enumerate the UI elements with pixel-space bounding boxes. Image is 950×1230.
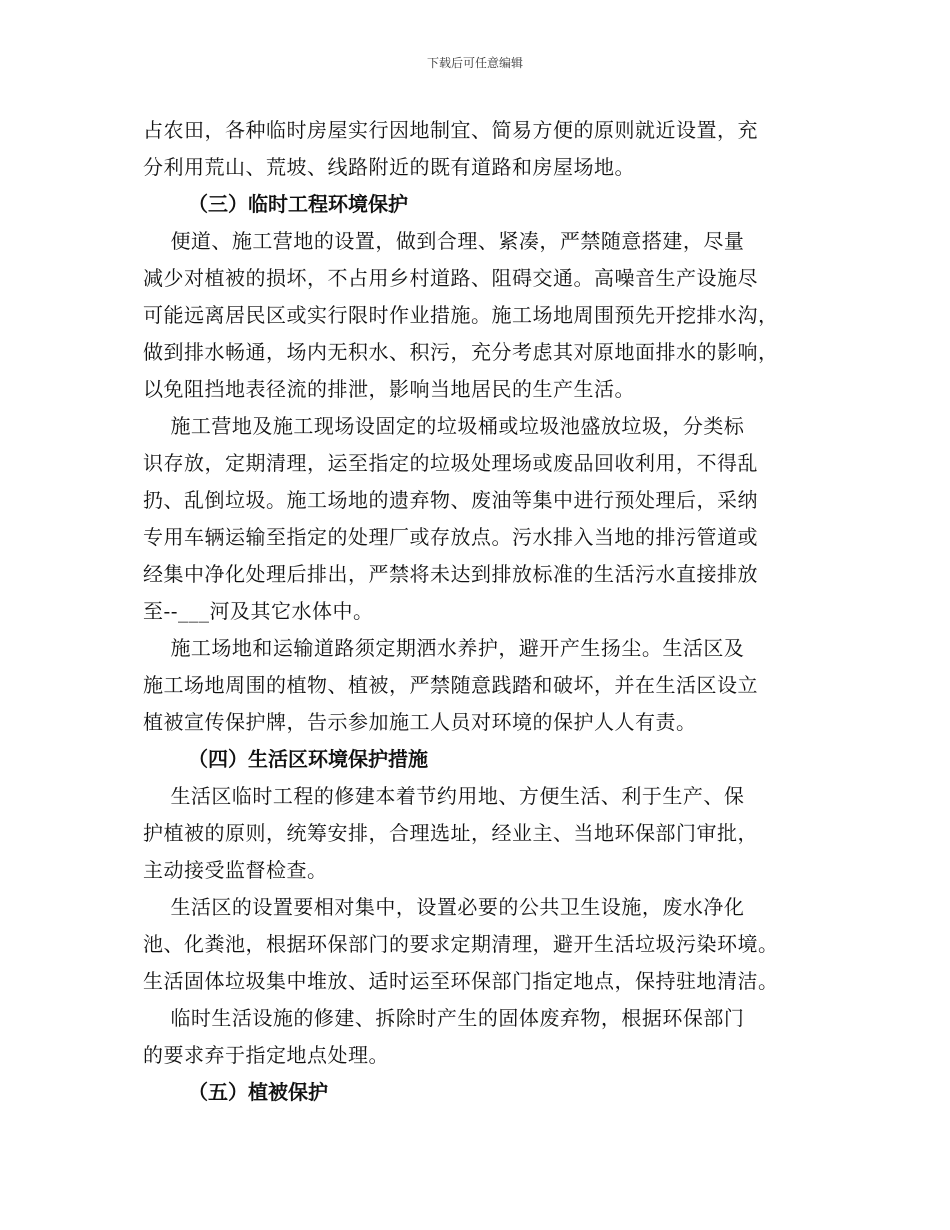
body-text-line: 减少对植被的损坏，不占用乡村道路、阻碍交通。高噪音生产设施尽 bbox=[143, 266, 758, 290]
body-text-line: 的要求弃于指定地点处理。 bbox=[143, 1043, 389, 1067]
body-text-line: 主动接受监督检查。 bbox=[143, 858, 328, 882]
body-text-line: 施工场地和运输道路须定期洒水养护，避开产生扬尘。生活区及 bbox=[143, 636, 745, 660]
body-text-line: 生活区的设置要相对集中，设置必要的公共卫生设施，废水净化 bbox=[143, 895, 745, 919]
section-heading: （五）植被保护 bbox=[188, 1080, 328, 1104]
body-text-line: 护植被的原则，统筹安排，合理选址，经业主、当地环保部门审批， bbox=[143, 821, 758, 845]
body-text-line: 植被宣传保护牌，告示参加施工人员对环境的保护人人有责。 bbox=[143, 710, 697, 734]
body-text-line: 专用车辆运输至指定的处理厂或存放点。污水排入当地的排污管道或 bbox=[143, 525, 758, 549]
body-text-line: 便道、施工营地的设置，做到合理、紧凑，严禁随意搭建，尽量 bbox=[143, 229, 745, 253]
document-body bbox=[143, 112, 813, 1111]
body-text-line: 扔、乱倒垃圾。施工场地的遗弃物、废油等集中进行预处理后，采纳 bbox=[143, 488, 758, 512]
body-text-line: 经集中净化处理后排出，严禁将未达到排放标准的生活污水直接排放 bbox=[143, 562, 758, 586]
body-text-line: 以免阻挡地表径流的排泄，影响当地居民的生产生活。 bbox=[143, 377, 635, 401]
body-text-line: 分利用荒山、荒坡、线路附近的既有道路和房屋场地。 bbox=[143, 155, 635, 179]
section-heading: （三）临时工程环境保护 bbox=[188, 192, 408, 216]
body-text-line: 施工营地及施工现场设固定的垃圾桶或垃圾池盛放垃圾，分类标 bbox=[143, 414, 745, 438]
section-heading: （四）生活区环境保护措施 bbox=[188, 747, 428, 771]
body-text-line: 生活固体垃圾集中堆放、适时运至环保部门指定地点，保持驻地清洁。 bbox=[143, 969, 779, 993]
body-text-line: 至--___河及其它水体中。 bbox=[143, 599, 374, 623]
page-header: 下载后可任意编辑 bbox=[426, 56, 523, 70]
body-text-line: 做到排水畅通，场内无积水、积污，充分考虑其对原地面排水的影响， bbox=[143, 340, 779, 364]
body-text-line: 生活区临时工程的修建本着节约用地、方便生活、利于生产、保 bbox=[143, 784, 745, 808]
body-text-line: 占农田，各种临时房屋实行因地制宜、简易方便的原则就近设置，充 bbox=[143, 118, 758, 142]
body-text-line: 识存放，定期清理，运至指定的垃圾处理场或废品回收利用，不得乱 bbox=[143, 451, 758, 475]
body-text-line: 临时生活设施的修建、拆除时产生的固体废弃物，根据环保部门 bbox=[143, 1006, 745, 1030]
body-text-line: 可能远离居民区或实行限时作业措施。施工场地周围预先开挖排水沟， bbox=[143, 303, 779, 327]
body-text-line: 施工场地周围的植物、植被，严禁随意践踏和破坏，并在生活区设立 bbox=[143, 673, 758, 697]
body-text-line: 池、化粪池，根据环保部门的要求定期清理，避开生活垃圾污染环境。 bbox=[143, 932, 779, 956]
